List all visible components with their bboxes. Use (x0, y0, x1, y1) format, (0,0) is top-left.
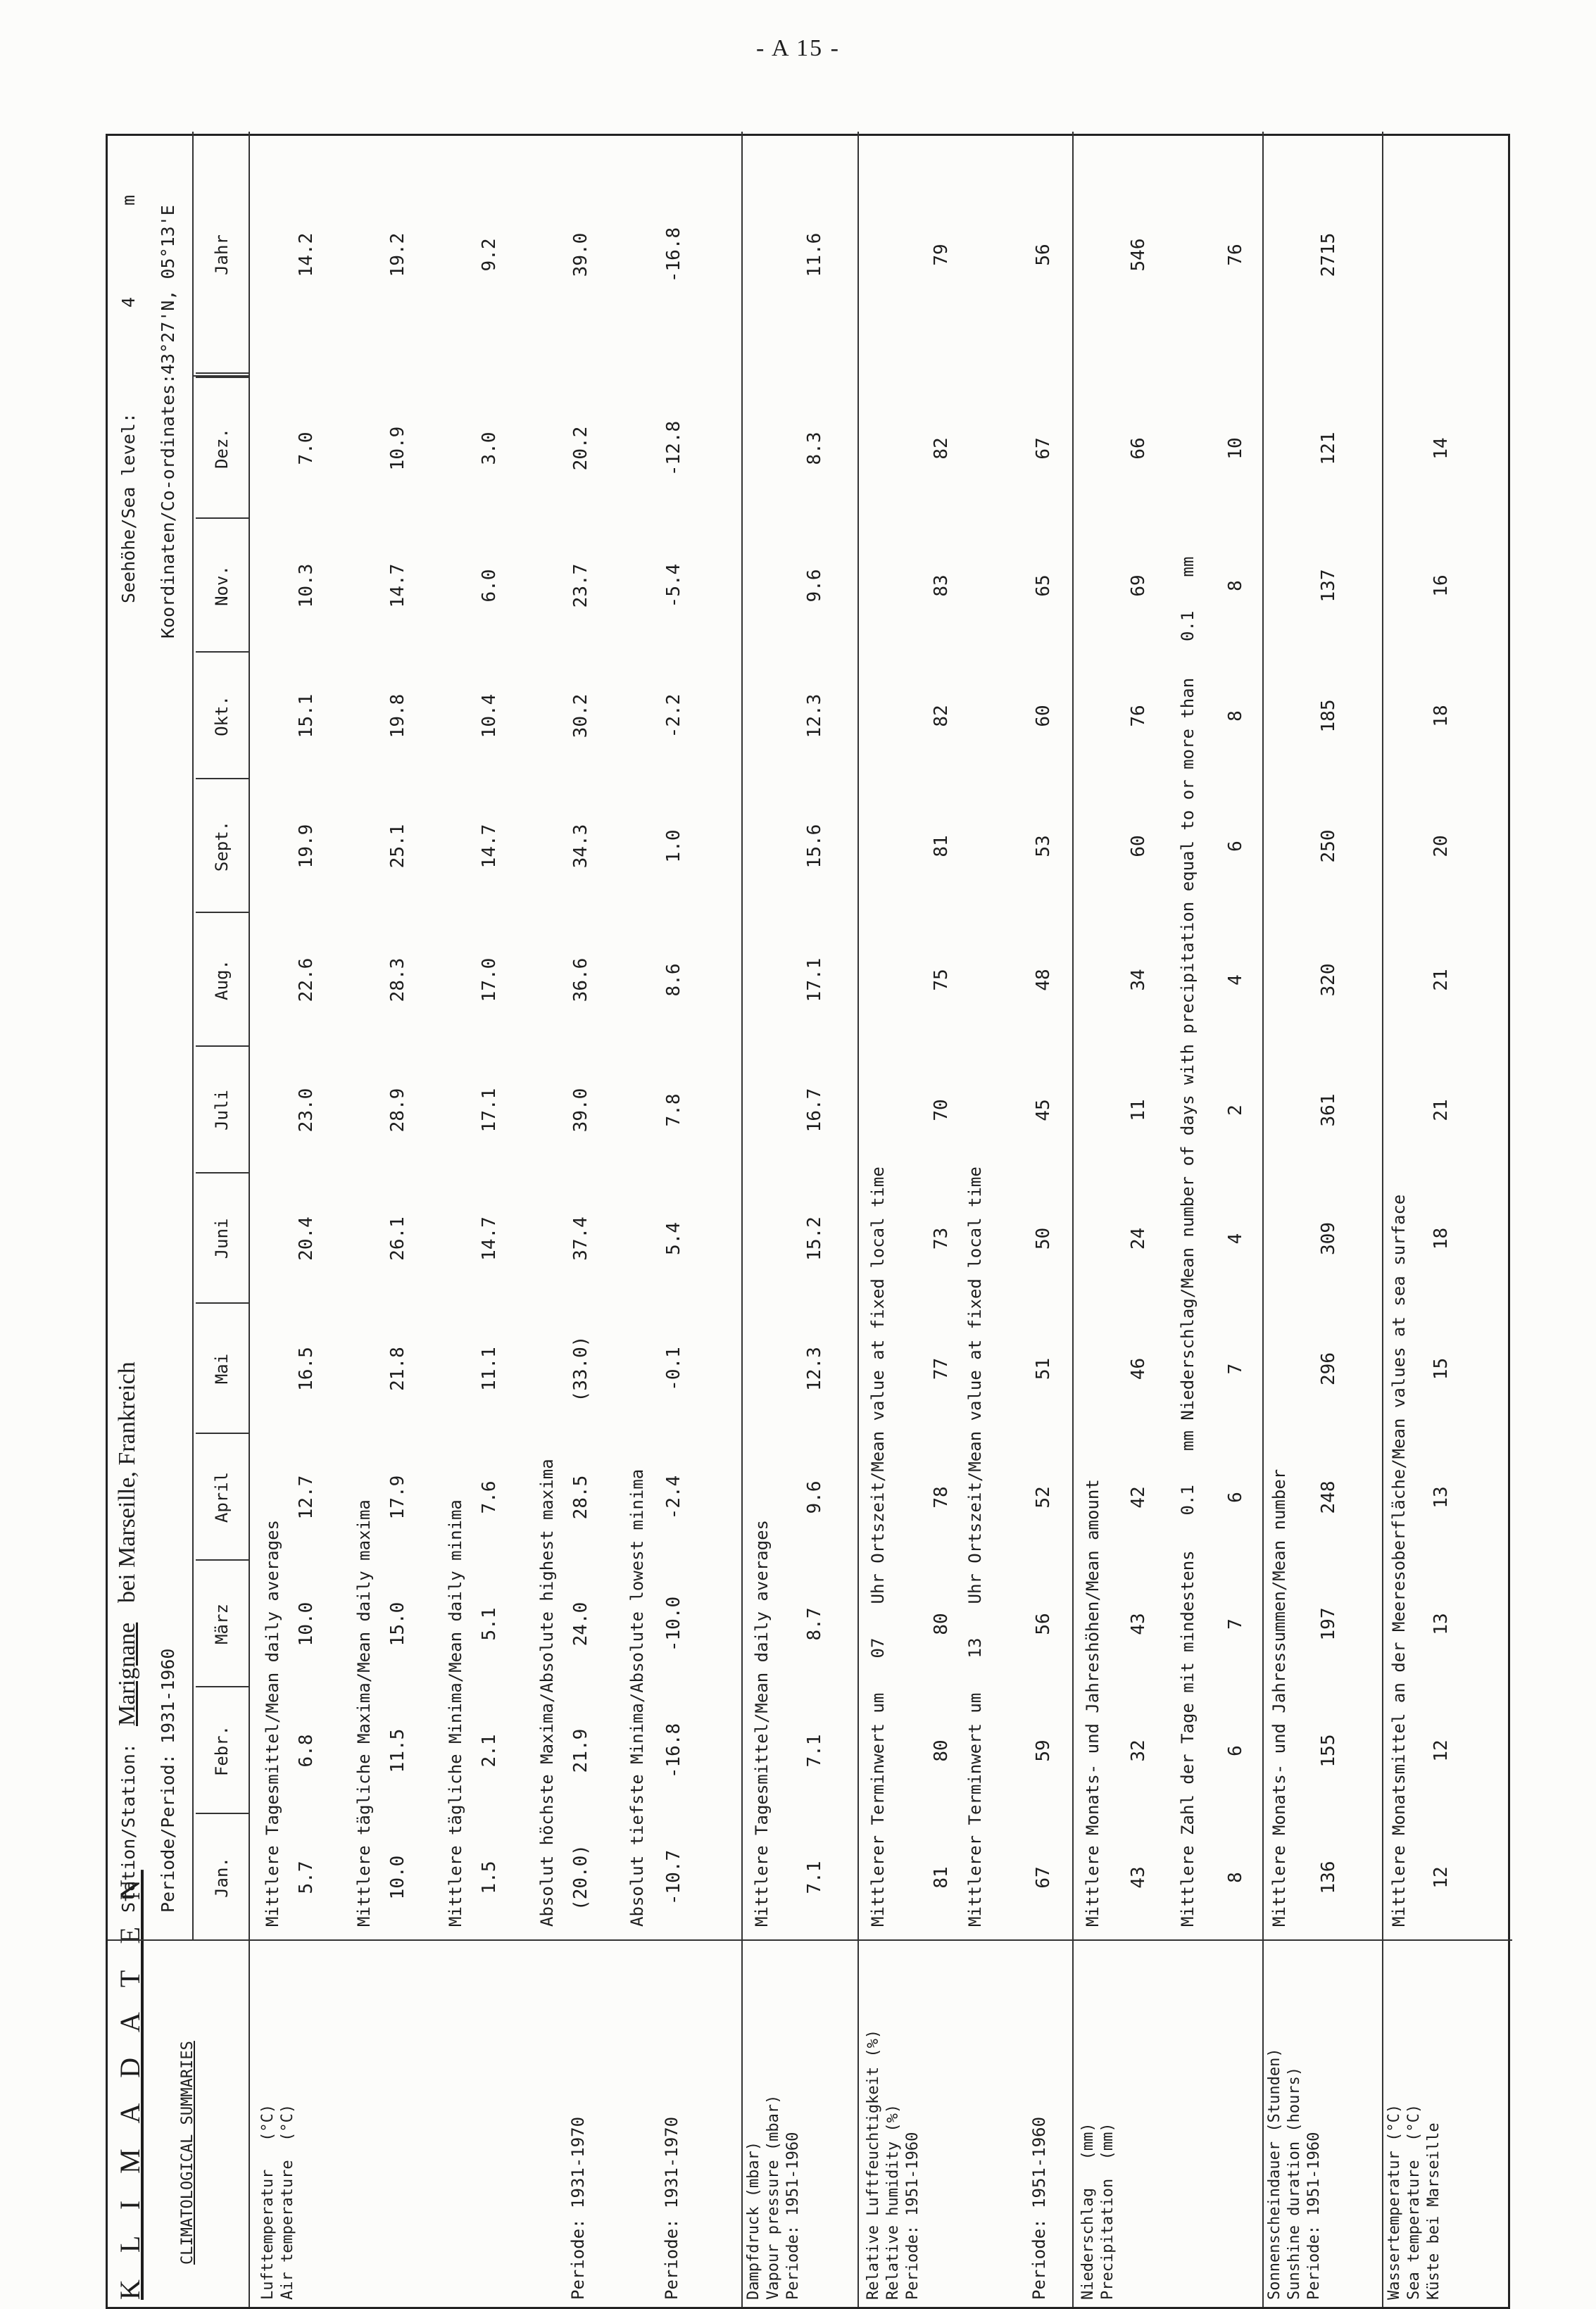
month-header: Dez. (212, 428, 232, 469)
cell-value: 60 (1033, 705, 1054, 727)
cell-value: 56 (1033, 1613, 1054, 1635)
cell-value: 8.3 (804, 432, 825, 465)
cell-value: 23.7 (570, 563, 591, 608)
cell-value: 136 (1318, 1861, 1339, 1894)
cell-value: 19.8 (387, 693, 408, 738)
cell-value: -16.8 (663, 227, 684, 283)
cell-value: 21 (1431, 969, 1452, 991)
cell-value: 14.7 (479, 1216, 500, 1261)
cell-value: (20.0) (570, 1844, 591, 1911)
section-divider (1382, 132, 1383, 2307)
cell-value: 10.9 (387, 426, 408, 471)
cell-value: 361 (1318, 1093, 1339, 1127)
cell-value: 20 (1431, 835, 1452, 857)
row-caption-part: Uhr Ortszeit/Mean value at fixed local time (965, 1166, 985, 1604)
cell-value: 197 (1318, 1607, 1339, 1641)
coordinates-label: Koordinaten/Co-ordinates: (158, 373, 178, 638)
section-label: Air temperature (°C) (279, 2103, 296, 2300)
cell-value: 25.1 (387, 824, 408, 869)
page-title: K L I M A D A T E N (114, 1870, 146, 2300)
elevation-unit: m (118, 194, 139, 206)
cell-value: 43 (1128, 1866, 1149, 1889)
cell-value: 546 (1128, 238, 1149, 272)
cell-value: 11 (1128, 1099, 1149, 1121)
cell-value: 6 (1225, 1745, 1246, 1756)
cell-value: 52 (1033, 1486, 1054, 1509)
elevation-value: 4 (118, 296, 139, 308)
row-caption-part: Mittlerer Terminwert um (965, 1692, 985, 1927)
cell-value: 76 (1128, 705, 1149, 727)
cell-value: 19.9 (296, 824, 317, 869)
cell-value: 6 (1225, 1492, 1246, 1503)
row-caption-part: Mittlerer Terminwert um (868, 1692, 888, 1927)
month-column-divider (196, 1433, 249, 1434)
cell-value: 9.2 (479, 238, 500, 272)
subtitle: CLIMATOLOGICAL SUMMARIES (179, 2041, 196, 2265)
cell-value: 7.1 (804, 1734, 825, 1768)
cell-value: 2 (1225, 1105, 1246, 1116)
cell-value: 15 (1431, 1357, 1452, 1380)
section-divider (1072, 132, 1074, 2307)
cell-value: 12.3 (804, 1347, 825, 1391)
cell-value: -5.4 (663, 563, 684, 608)
cell-value: 48 (1033, 969, 1054, 991)
cell-value: 17.1 (479, 1088, 500, 1133)
section-label: Relative Luftfeuchtigkeit (%) (865, 2029, 882, 2300)
cell-value: 65 (1033, 574, 1054, 597)
row-caption-part: Uhr Ortszeit/Mean value at fixed local time (868, 1166, 888, 1604)
header-divider (192, 132, 194, 1941)
cell-value: 8 (1225, 1872, 1246, 1883)
cell-value: 50 (1033, 1227, 1054, 1250)
year-column-rule (192, 375, 249, 377)
month-header: Okt. (212, 696, 232, 736)
cell-value: 16 (1431, 574, 1452, 597)
row-period: Periode: 1951-1960 (1029, 2116, 1049, 2300)
cell-value: 46 (1128, 1357, 1149, 1380)
coordinates-value: 43°27'N, 05°13'E (158, 205, 178, 375)
cell-value: 7.0 (296, 432, 317, 465)
cell-value: 82 (931, 705, 952, 727)
cell-value: 69 (1128, 574, 1149, 597)
cell-value: 7 (1225, 1618, 1246, 1630)
month-column-divider (196, 651, 249, 653)
month-header: Aug. (212, 960, 232, 1000)
month-column-divider (196, 377, 249, 378)
month-column-divider (196, 1172, 249, 1174)
cell-value: -2.2 (663, 693, 684, 738)
section-label: Niederschlag (mm) (1079, 2122, 1097, 2300)
cell-value: 248 (1318, 1480, 1339, 1514)
cell-value: 11.6 (804, 232, 825, 277)
cell-value: 7.6 (479, 1480, 500, 1514)
row-caption: Absolut tiefste Minima/Absolute lowest minima (627, 1468, 647, 1927)
cell-value: 121 (1318, 432, 1339, 465)
cell-value: 15.0 (387, 1602, 408, 1647)
cell-value: 12.7 (296, 1475, 317, 1520)
cell-value: 36.6 (570, 957, 591, 1002)
section-label: Wassertemperatur (°C) (1385, 2103, 1403, 2300)
cell-value: 2.1 (479, 1734, 500, 1768)
cell-value: 10.0 (387, 1855, 408, 1900)
cell-value: 42 (1128, 1486, 1149, 1509)
row-caption-part: Mittlere Zahl der Tage mit mindestens (1178, 1550, 1198, 1927)
row-caption-part: mm Niederschlag/Mean number of days with precipitation equal to or more than (1178, 677, 1198, 1451)
row-caption: Mittlere Tagesmittel/Mean daily averages (752, 1520, 772, 1927)
cell-value: 15.2 (804, 1216, 825, 1261)
page-number: - A 15 - (756, 35, 840, 61)
month-column-divider (196, 778, 249, 779)
row-caption: Mittlere Monats- und Jahressummen/Mean number (1269, 1468, 1289, 1927)
month-column-divider (196, 1045, 249, 1047)
cell-value: 83 (931, 574, 952, 597)
cell-value: 7.1 (804, 1861, 825, 1894)
header-divider (249, 1941, 250, 2307)
row-caption: Mittlere Tagesmittel/Mean daily averages (263, 1520, 282, 1927)
cell-value: 16.5 (296, 1347, 317, 1391)
cell-value: 76 (1225, 244, 1246, 266)
row-caption: Absolut höchste Maxima/Absolute highest maxima (537, 1459, 557, 1927)
cell-value: 19.2 (387, 232, 408, 277)
cell-value: 10 (1225, 437, 1246, 460)
period-label: Periode/Period: (158, 1754, 178, 1913)
cell-value: 13 (1431, 1613, 1452, 1635)
cell-value: -12.8 (663, 420, 684, 477)
cell-value: 15.6 (804, 824, 825, 869)
cell-value: 1.0 (663, 829, 684, 863)
cell-value: 14.2 (296, 232, 317, 277)
cell-value: 8 (1225, 710, 1246, 722)
cell-value: 13 (1431, 1486, 1452, 1509)
cell-value: 51 (1033, 1357, 1054, 1380)
cell-value: 250 (1318, 829, 1339, 863)
row-caption-part: 0.1 (1178, 610, 1198, 641)
cell-value: 24.0 (570, 1602, 591, 1647)
cell-value: 60 (1128, 835, 1149, 857)
section-label: Sonnenscheindauer (Stunden) (1266, 2048, 1283, 2300)
cell-value: 56 (1033, 244, 1054, 266)
cell-value: 15.1 (296, 693, 317, 738)
cell-value: 80 (931, 1613, 952, 1635)
cell-value: 16.7 (804, 1088, 825, 1133)
cell-value: 1.5 (479, 1861, 500, 1894)
cell-value: 81 (931, 1866, 952, 1889)
cell-value: 10.3 (296, 563, 317, 608)
cell-value: 20.4 (296, 1216, 317, 1261)
cell-value: 8 (1225, 580, 1246, 591)
station-location: bei Marseille, Frankreich (114, 1361, 140, 1603)
cell-value: 75 (931, 969, 952, 991)
cell-value: 53 (1033, 835, 1054, 857)
section-label: Vapour pressure (mbar) (765, 2094, 782, 2300)
station-name: Marignane (114, 1622, 140, 1726)
row-period: Periode: 1931-1970 (568, 2116, 588, 2300)
climate-table (106, 134, 1510, 2309)
cell-value: 34.3 (570, 824, 591, 869)
cell-value: 5.7 (296, 1861, 317, 1894)
month-column-divider (196, 1302, 249, 1304)
cell-value: 18 (1431, 1227, 1452, 1250)
month-column-divider (196, 517, 249, 519)
period-value: 1931-1960 (158, 1648, 178, 1744)
cell-value: 14.7 (479, 824, 500, 869)
cell-value: 6.0 (479, 569, 500, 603)
cell-value: 10.0 (296, 1602, 317, 1647)
cell-value: 4 (1225, 1233, 1246, 1245)
cell-value: 9.6 (804, 1480, 825, 1514)
row-period: Periode: 1931-1970 (662, 2116, 681, 2300)
cell-value: 6.8 (296, 1734, 317, 1768)
cell-value: 21.9 (570, 1728, 591, 1773)
section-divider (1262, 132, 1264, 2307)
cell-value: 28.9 (387, 1088, 408, 1133)
cell-value: 7.8 (663, 1093, 684, 1127)
cell-value: -10.0 (663, 1596, 684, 1652)
cell-value: 39.0 (570, 1088, 591, 1133)
section-divider (741, 132, 743, 2307)
month-header: Mai (212, 1353, 232, 1385)
cell-value: 82 (931, 437, 952, 460)
cell-value: 30.2 (570, 693, 591, 738)
label-column-divider (108, 1939, 1512, 1941)
cell-value: 9.6 (804, 569, 825, 603)
cell-value: 309 (1318, 1222, 1339, 1255)
cell-value: -16.8 (663, 1723, 684, 1779)
month-row-divider (249, 132, 250, 1941)
month-header: April (212, 1471, 232, 1523)
section-label: Periode: 1951-1960 (1305, 2132, 1323, 2300)
cell-value: 4 (1225, 974, 1246, 986)
row-caption: Mittlere tägliche Maxima/Mean daily maxima (354, 1499, 374, 1927)
cell-value: (33.0) (570, 1335, 591, 1402)
row-caption: Mittlere tägliche Minima/Mean daily minima (446, 1499, 465, 1927)
row-caption-part: 07 (868, 1637, 888, 1659)
cell-value: 11.5 (387, 1728, 408, 1773)
cell-value: 22.6 (296, 957, 317, 1002)
cell-value: 43 (1128, 1613, 1149, 1635)
cell-value: 80 (931, 1739, 952, 1762)
row-caption: Mittlere Monatsmittel an der Meeresoberfläche/Mean values at sea surface (1389, 1194, 1409, 1927)
section-label: Küste bei Marseille (1425, 2122, 1443, 2300)
section-label: Dampfdruck (mbar) (745, 2141, 762, 2300)
month-header: Jahr (212, 234, 232, 275)
cell-value: 8.6 (663, 963, 684, 997)
cell-value: 24 (1128, 1227, 1149, 1250)
cell-value: 8.7 (804, 1607, 825, 1641)
cell-value: 3.0 (479, 432, 500, 465)
year-column-divider (196, 372, 249, 374)
cell-value: -10.7 (663, 1849, 684, 1906)
cell-value: 320 (1318, 963, 1339, 997)
cell-value: 12 (1431, 1739, 1452, 1762)
cell-value: 155 (1318, 1734, 1339, 1768)
section-divider (857, 132, 859, 2307)
section-label: Precipitation (mm) (1099, 2122, 1117, 2300)
cell-value: 67 (1033, 1866, 1054, 1889)
month-column-divider (196, 1559, 249, 1561)
cell-value: 37.4 (570, 1216, 591, 1261)
cell-value: 32 (1128, 1739, 1149, 1762)
cell-value: 26.1 (387, 1216, 408, 1261)
cell-value: 34 (1128, 969, 1149, 991)
cell-value: 81 (931, 835, 952, 857)
rotated-sheet (106, 134, 1514, 2309)
cell-value: 17.9 (387, 1475, 408, 1520)
cell-value: 39.0 (570, 232, 591, 277)
cell-value: 59 (1033, 1739, 1054, 1762)
cell-value: 77 (931, 1357, 952, 1380)
cell-value: 5.4 (663, 1222, 684, 1255)
cell-value: 45 (1033, 1099, 1054, 1121)
month-column-divider (196, 912, 249, 913)
cell-value: 18 (1431, 705, 1452, 727)
month-header: Nov. (212, 565, 232, 606)
month-header: März (212, 1604, 232, 1644)
cell-value: 78 (931, 1486, 952, 1509)
cell-value: 5.1 (479, 1607, 500, 1641)
month-header: Juli (212, 1090, 232, 1131)
month-column-divider (196, 1686, 249, 1687)
cell-value: 296 (1318, 1352, 1339, 1385)
section-label: Sea temperature (°C) (1405, 2103, 1423, 2300)
cell-value: 21 (1431, 1099, 1452, 1121)
month-header: Jan. (212, 1857, 232, 1898)
cell-value: 12 (1431, 1866, 1452, 1889)
section-label: Periode: 1951-1960 (904, 2132, 922, 2300)
cell-value: 10.4 (479, 693, 500, 738)
elevation-label: Seehöhe/Sea level: (118, 413, 139, 603)
cell-value: 17.0 (479, 957, 500, 1002)
row-caption: Mittlere Monats- und Jahreshöhen/Mean amount (1083, 1479, 1102, 1927)
cell-value: 7 (1225, 1363, 1246, 1375)
cell-value: 66 (1128, 437, 1149, 460)
cell-value: 28.3 (387, 957, 408, 1002)
cell-value: -2.4 (663, 1475, 684, 1520)
month-column-divider (196, 1813, 249, 1814)
cell-value: 6 (1225, 841, 1246, 852)
row-caption-part: 13 (965, 1637, 985, 1659)
cell-value: 73 (931, 1227, 952, 1250)
cell-value: 14.7 (387, 563, 408, 608)
cell-value: 2715 (1318, 232, 1339, 277)
section-label: Periode: 1951-1960 (784, 2132, 802, 2300)
month-header: Juni (212, 1218, 232, 1259)
month-header: Febr. (212, 1725, 232, 1777)
cell-value: -0.1 (663, 1347, 684, 1391)
cell-value: 23.0 (296, 1088, 317, 1133)
cell-value: 70 (931, 1099, 952, 1121)
cell-value: 28.5 (570, 1475, 591, 1520)
section-label: Lufttemperatur (°C) (259, 2103, 277, 2300)
row-caption-part: 0.1 (1178, 1485, 1198, 1516)
cell-value: 21.8 (387, 1347, 408, 1391)
cell-value: 17.1 (804, 957, 825, 1002)
cell-value: 20.2 (570, 426, 591, 471)
section-label: Sunshine duration (hours) (1286, 2066, 1303, 2300)
cell-value: 79 (931, 244, 952, 266)
row-caption-part: mm (1178, 556, 1198, 577)
cell-value: 14 (1431, 437, 1452, 460)
month-header: Sept. (212, 820, 232, 872)
cell-value: 67 (1033, 437, 1054, 460)
station-label: Station/Station: (118, 1743, 139, 1913)
cell-value: 11.1 (479, 1347, 500, 1391)
cell-value: 12.3 (804, 693, 825, 738)
section-label: Relative humidity (%) (884, 2103, 902, 2300)
cell-value: 137 (1318, 569, 1339, 603)
cell-value: 185 (1318, 699, 1339, 733)
